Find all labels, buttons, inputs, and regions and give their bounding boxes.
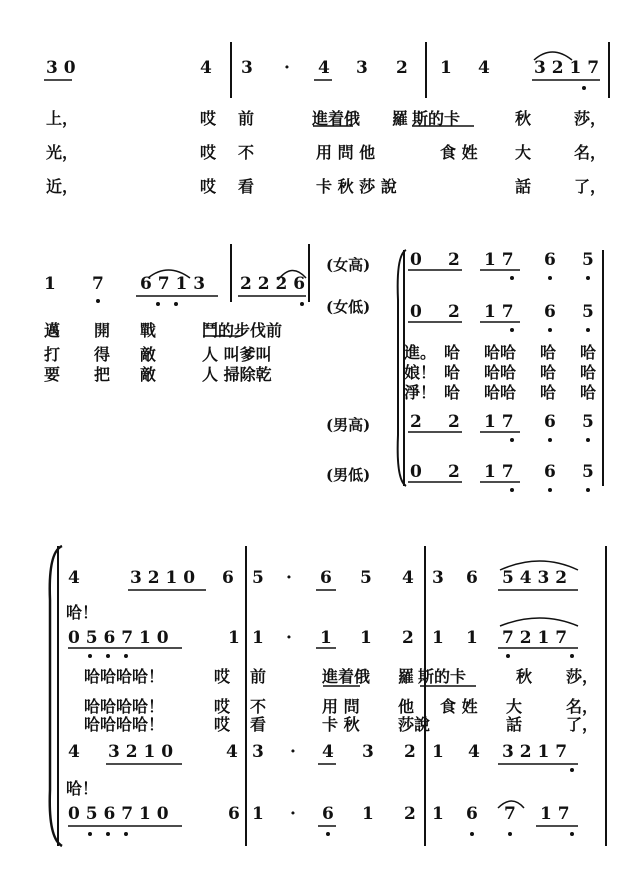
lyric: 哈哈哈哈！ [84, 715, 165, 734]
note: 6 [544, 462, 556, 482]
note-group: 1 7 [484, 462, 514, 482]
octave-dot [156, 302, 160, 306]
note: 3 [432, 568, 444, 588]
note: 4 [200, 58, 212, 78]
lyric: 了， [566, 715, 599, 734]
note: 2 [448, 462, 460, 482]
lyric: 哈！ [66, 779, 99, 798]
lyric: 哈哈 [484, 383, 517, 402]
lyric: 用 問 他 [316, 143, 376, 162]
note: 5 [582, 250, 594, 270]
octave-dot [300, 302, 304, 306]
note: 6 [228, 804, 240, 824]
note: 1 [432, 742, 444, 762]
note: 6 [544, 250, 556, 270]
note: 1 [252, 628, 264, 648]
octave-dot [586, 488, 590, 492]
lyric: 看 [238, 177, 255, 196]
lyric: 人 叫爹叫 [202, 345, 272, 364]
lyric: 邁 [44, 321, 61, 340]
lyric: 開 [94, 321, 111, 340]
note-group: 6 7 1 3 [140, 274, 206, 294]
octave-dot [570, 832, 574, 836]
lyric: 前 [250, 667, 267, 686]
lyric: 食 姓 [440, 697, 478, 716]
lyric: 打 [44, 345, 61, 364]
lyric: 哎 [214, 667, 231, 686]
lyric: 秋 [516, 667, 533, 686]
octave-dot [548, 328, 552, 332]
note: 3 [362, 742, 374, 762]
dot-note: · [286, 568, 292, 588]
note: 1 [44, 274, 56, 294]
note: 1 [432, 628, 444, 648]
octave-dot [510, 328, 514, 332]
lyric: 進。 [404, 343, 437, 362]
note: 1 [252, 804, 264, 824]
lyric: 莎說 [398, 715, 431, 734]
lyric: 話 [515, 177, 532, 196]
lyric: 戰 [140, 321, 157, 340]
lyric: 哎 [200, 177, 217, 196]
lyric: 不 [250, 697, 267, 716]
lyric: 哎 [200, 109, 217, 128]
dot-note: · [284, 58, 290, 78]
octave-dot [88, 832, 92, 836]
octave-dot [124, 654, 128, 658]
lyric: 哈哈哈哈！ [84, 667, 165, 686]
dot-note: · [290, 804, 296, 824]
lyric: 哎 [214, 715, 231, 734]
octave-dot [586, 276, 590, 280]
lyric: 哈哈 [484, 363, 517, 382]
lyric: 哈 [580, 383, 597, 402]
octave-dot [510, 438, 514, 442]
dot-note: · [286, 628, 292, 648]
lyric: 哎 [200, 143, 217, 162]
note: 1 [466, 628, 478, 648]
lyric: 食 姓 [440, 143, 478, 162]
note: 4 [402, 568, 414, 588]
lyric: 進着俄 [312, 109, 361, 128]
lyric: 羅 [392, 109, 409, 128]
note: 4 [68, 742, 80, 762]
dot-note: · [290, 742, 296, 762]
lyric: 哈 [580, 343, 597, 362]
lyric: 莎， [566, 667, 599, 686]
lyric: 斯的卡 [418, 667, 467, 686]
octave-dot [174, 302, 178, 306]
lyric: 得 [94, 345, 111, 364]
note: 2 [410, 412, 422, 432]
note-group: 3 2 1 0 [130, 568, 196, 588]
lyric: 不 [238, 143, 255, 162]
lyric: 話 [506, 715, 523, 734]
note: 2 [448, 302, 460, 322]
note: 3 [252, 742, 264, 762]
note-group: 7 2 1 7 [502, 628, 568, 648]
note: 6 [222, 568, 234, 588]
note: 1 [360, 628, 372, 648]
note-group: 1 7 [540, 804, 570, 824]
lyric: 敵 [140, 345, 157, 364]
note: 3 [356, 58, 368, 78]
lyric: 把 [94, 365, 111, 384]
note-group: 0 5 6 7 1 0 [68, 628, 169, 648]
lyric: 前 [238, 109, 255, 128]
lyric: 進着俄 [322, 667, 371, 686]
bass-label: (男低) [326, 466, 371, 484]
octave-dot [106, 654, 110, 658]
note: 3 0 [46, 58, 76, 78]
note: 2 [404, 742, 416, 762]
note: 5 [582, 412, 594, 432]
lyric: 哈 [540, 363, 557, 382]
lyric: 近， [46, 177, 79, 196]
lyric: 哈 [580, 363, 597, 382]
note: 1 [362, 804, 374, 824]
note: 4 [68, 568, 80, 588]
note: 5 [360, 568, 372, 588]
lyric: 莎， [574, 109, 607, 128]
lyric: 哈 [540, 383, 557, 402]
note: 1 [440, 58, 452, 78]
lyric: 哈 [444, 383, 461, 402]
lyric: 上， [46, 109, 79, 128]
lyric: 羅 [398, 667, 415, 686]
alto-label: (女低) [326, 298, 371, 316]
note: 0 [410, 250, 422, 270]
lyric: 淨！ [404, 383, 437, 402]
note: 5 [582, 462, 594, 482]
octave-dot [506, 654, 510, 658]
octave-dot [548, 438, 552, 442]
note: 6 [322, 804, 334, 824]
octave-dot [570, 768, 574, 772]
octave-dot [586, 328, 590, 332]
note: 5 [252, 568, 264, 588]
note: 0 [410, 462, 422, 482]
note: 4 [322, 742, 334, 762]
lyric: 卡 秋 莎 說 [316, 177, 397, 196]
octave-dot [124, 832, 128, 836]
octave-dot [548, 488, 552, 492]
octave-dot [570, 654, 574, 658]
octave-dot [106, 832, 110, 836]
lyric: 了， [574, 177, 607, 196]
lyric: 哈 [444, 363, 461, 382]
lyric: 人 掃除乾 [202, 365, 272, 384]
lyric: 卡 秋 [322, 715, 360, 734]
lyric: 用 問 [322, 697, 360, 716]
octave-dot [470, 832, 474, 836]
octave-dot [510, 488, 514, 492]
note: 0 [410, 302, 422, 322]
note: 2 [404, 804, 416, 824]
note: 4 [226, 742, 238, 762]
octave-dot [582, 86, 586, 90]
note-group: 1 7 [484, 302, 514, 322]
lyric: 要 [44, 365, 61, 384]
lyric: 敵 [140, 365, 157, 384]
note: 1 [432, 804, 444, 824]
lyric: 哈哈 [484, 343, 517, 362]
note: 6 [466, 568, 478, 588]
lyric: 他 [398, 697, 415, 716]
lyric: 娘！ [404, 363, 437, 382]
note: 7 [504, 804, 516, 824]
note: 6 [320, 568, 332, 588]
tenor-label: (男高) [326, 416, 371, 434]
lyric: 鬥的步伐前 [202, 321, 283, 340]
note: 6 [466, 804, 478, 824]
lyric: 大 [506, 697, 523, 716]
note: 2 [448, 250, 460, 270]
octave-dot [96, 299, 100, 303]
note-group: 2 2 2 6 [240, 274, 306, 294]
soprano-label: (女高) [326, 256, 371, 274]
note-group: 1 7 [484, 412, 514, 432]
octave-dot [510, 276, 514, 280]
note-group: 3 2 1 0 [108, 742, 174, 762]
lyric: 哎 [214, 697, 231, 716]
note: 4 [318, 58, 330, 78]
note: 7 [92, 274, 104, 294]
lyric: 斯的卡 [412, 109, 461, 128]
note: 4 [468, 742, 480, 762]
octave-dot [508, 832, 512, 836]
octave-dot [326, 832, 330, 836]
note-group: 0 5 6 7 1 0 [68, 804, 169, 824]
note-group: 3 2 1 7 [534, 58, 600, 78]
note-group: 1 7 [484, 250, 514, 270]
note: 2 [448, 412, 460, 432]
note: 2 [402, 628, 414, 648]
lyric: 看 [250, 715, 267, 734]
note: 4 [478, 58, 490, 78]
note: 6 [544, 412, 556, 432]
note: 2 [396, 58, 408, 78]
note: 1 [228, 628, 240, 648]
lyric: 哈哈哈哈！ [84, 697, 165, 716]
note-group: 3 2 1 7 [502, 742, 568, 762]
note: 3 [241, 58, 253, 78]
lyric: 哈 [444, 343, 461, 362]
lyric: 名， [574, 143, 607, 162]
octave-dot [548, 276, 552, 280]
lyric: 秋 [515, 109, 532, 128]
lyric: 大 [515, 143, 532, 162]
lyric: 哈！ [66, 603, 99, 622]
lyric: 光， [46, 143, 79, 162]
octave-dot [586, 438, 590, 442]
note: 1 [320, 628, 332, 648]
note-group: 5 4 3 2 [502, 568, 568, 588]
lyric: 名， [566, 697, 599, 716]
octave-dot [88, 654, 92, 658]
lyric: 哈 [540, 343, 557, 362]
note: 5 [582, 302, 594, 322]
note: 6 [544, 302, 556, 322]
